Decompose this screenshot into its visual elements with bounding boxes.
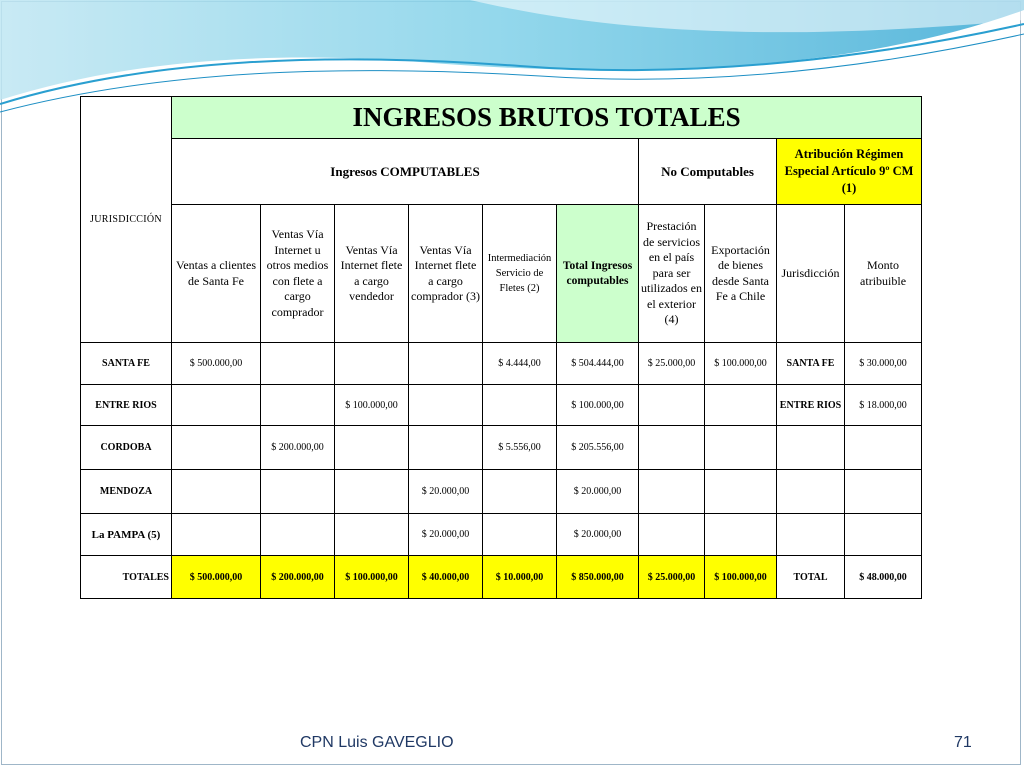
table-cell bbox=[409, 426, 483, 470]
table-cell: SANTA FE bbox=[777, 343, 845, 385]
table-row bbox=[81, 470, 922, 514]
table-cell bbox=[172, 385, 261, 426]
table-cell bbox=[261, 514, 335, 556]
table-cell: ENTRE RIOS bbox=[777, 385, 845, 426]
col-header: Prestación de servicios en el país para ser utilizados en el exterior (4) bbox=[639, 205, 705, 343]
table-cell: $ 30.000,00 bbox=[845, 343, 922, 385]
table-cell: $ 20.000,00 bbox=[557, 514, 639, 556]
total-cell: $ 100.000,00 bbox=[335, 556, 409, 599]
total-cell: $ 200.000,00 bbox=[261, 556, 335, 599]
table-cell: $ 100.000,00 bbox=[705, 343, 777, 385]
total-cell: $ 10.000,00 bbox=[483, 556, 557, 599]
col-header: Exportación de bienes desde Santa Fe a Chile bbox=[705, 205, 777, 343]
table-cell bbox=[639, 514, 705, 556]
row-label: ENTRE RIOS bbox=[81, 385, 172, 426]
table-row bbox=[81, 514, 922, 556]
group-no-computables: No Computables bbox=[639, 139, 777, 205]
table-cell bbox=[483, 385, 557, 426]
table-cell: $ 5.556,00 bbox=[483, 426, 557, 470]
col-header: Ventas a clientes de Santa Fe bbox=[172, 205, 261, 343]
table-cell bbox=[172, 470, 261, 514]
table-cell bbox=[409, 343, 483, 385]
table-cell bbox=[483, 514, 557, 556]
table-cell bbox=[335, 514, 409, 556]
total-cell: $ 40.000,00 bbox=[409, 556, 483, 599]
table-row bbox=[81, 343, 922, 385]
table-cell: $ 25.000,00 bbox=[639, 343, 705, 385]
col-header: Ventas Vía Internet flete a cargo comprador (3) bbox=[409, 205, 483, 343]
table-cell bbox=[705, 470, 777, 514]
row-label: SANTA FE bbox=[81, 343, 172, 385]
table-cell bbox=[483, 470, 557, 514]
total-label-cell: TOTAL bbox=[777, 556, 845, 599]
table-cell bbox=[777, 470, 845, 514]
table-cell bbox=[261, 343, 335, 385]
table-cell: $ 205.556,00 bbox=[557, 426, 639, 470]
group-atribucion: Atribución Régimen Especial Artículo 9º CM (1) bbox=[777, 139, 922, 205]
table-cell bbox=[409, 385, 483, 426]
table-cell bbox=[261, 470, 335, 514]
table-cell: $ 20.000,00 bbox=[557, 470, 639, 514]
table-cell bbox=[172, 426, 261, 470]
table-cell bbox=[705, 385, 777, 426]
table-cell bbox=[845, 470, 922, 514]
jurisdiccion-header: JURISDICCIÓN bbox=[81, 97, 172, 343]
table-cell bbox=[639, 470, 705, 514]
col-header: Jurisdicción bbox=[777, 205, 845, 343]
table-cell bbox=[777, 514, 845, 556]
table-cell bbox=[845, 514, 922, 556]
total-cell: $ 500.000,00 bbox=[172, 556, 261, 599]
table-cell bbox=[335, 470, 409, 514]
footer-author: CPN Luis GAVEGLIO bbox=[300, 734, 454, 751]
row-label: CORDOBA bbox=[81, 426, 172, 470]
table-cell bbox=[639, 426, 705, 470]
col-header: Ventas Vía Internet u otros medios con flete a cargo comprador bbox=[261, 205, 335, 343]
table-cell: $ 20.000,00 bbox=[409, 470, 483, 514]
table-cell: $ 500.000,00 bbox=[172, 343, 261, 385]
table-cell bbox=[335, 426, 409, 470]
totals-row bbox=[81, 556, 922, 599]
table-title: INGRESOS BRUTOS TOTALES bbox=[172, 97, 922, 139]
table-cell: $ 100.000,00 bbox=[335, 385, 409, 426]
table-cell: $ 100.000,00 bbox=[557, 385, 639, 426]
total-cell: $ 100.000,00 bbox=[705, 556, 777, 599]
total-cell: $ 850.000,00 bbox=[557, 556, 639, 599]
table-cell bbox=[845, 426, 922, 470]
table-cell bbox=[261, 385, 335, 426]
table-cell: $ 4.444,00 bbox=[483, 343, 557, 385]
table-cell: $ 504.444,00 bbox=[557, 343, 639, 385]
col-header-total: Total Ingresos computables bbox=[557, 205, 639, 343]
table-cell bbox=[705, 514, 777, 556]
col-header: Monto atribuible bbox=[845, 205, 922, 343]
table-cell bbox=[335, 343, 409, 385]
ingresos-table bbox=[80, 96, 922, 599]
row-label: MENDOZA bbox=[81, 470, 172, 514]
table-cell bbox=[172, 514, 261, 556]
row-label: La PAMPA (5) bbox=[81, 514, 172, 556]
totals-label: TOTALES bbox=[81, 556, 172, 599]
table-row bbox=[81, 426, 922, 470]
page-number: 71 bbox=[954, 734, 972, 751]
table-cell: $ 200.000,00 bbox=[261, 426, 335, 470]
col-header: Intermediación Servicio de Fletes (2) bbox=[483, 205, 557, 343]
table-cell: $ 18.000,00 bbox=[845, 385, 922, 426]
total-cell: $ 25.000,00 bbox=[639, 556, 705, 599]
table-row bbox=[81, 385, 922, 426]
table-cell bbox=[777, 426, 845, 470]
col-header: Ventas Vía Internet flete a cargo vendedor bbox=[335, 205, 409, 343]
total-cell: $ 48.000,00 bbox=[845, 556, 922, 599]
table-cell: $ 20.000,00 bbox=[409, 514, 483, 556]
table-cell bbox=[705, 426, 777, 470]
table-cell bbox=[639, 385, 705, 426]
group-computables: Ingresos COMPUTABLES bbox=[172, 139, 639, 205]
